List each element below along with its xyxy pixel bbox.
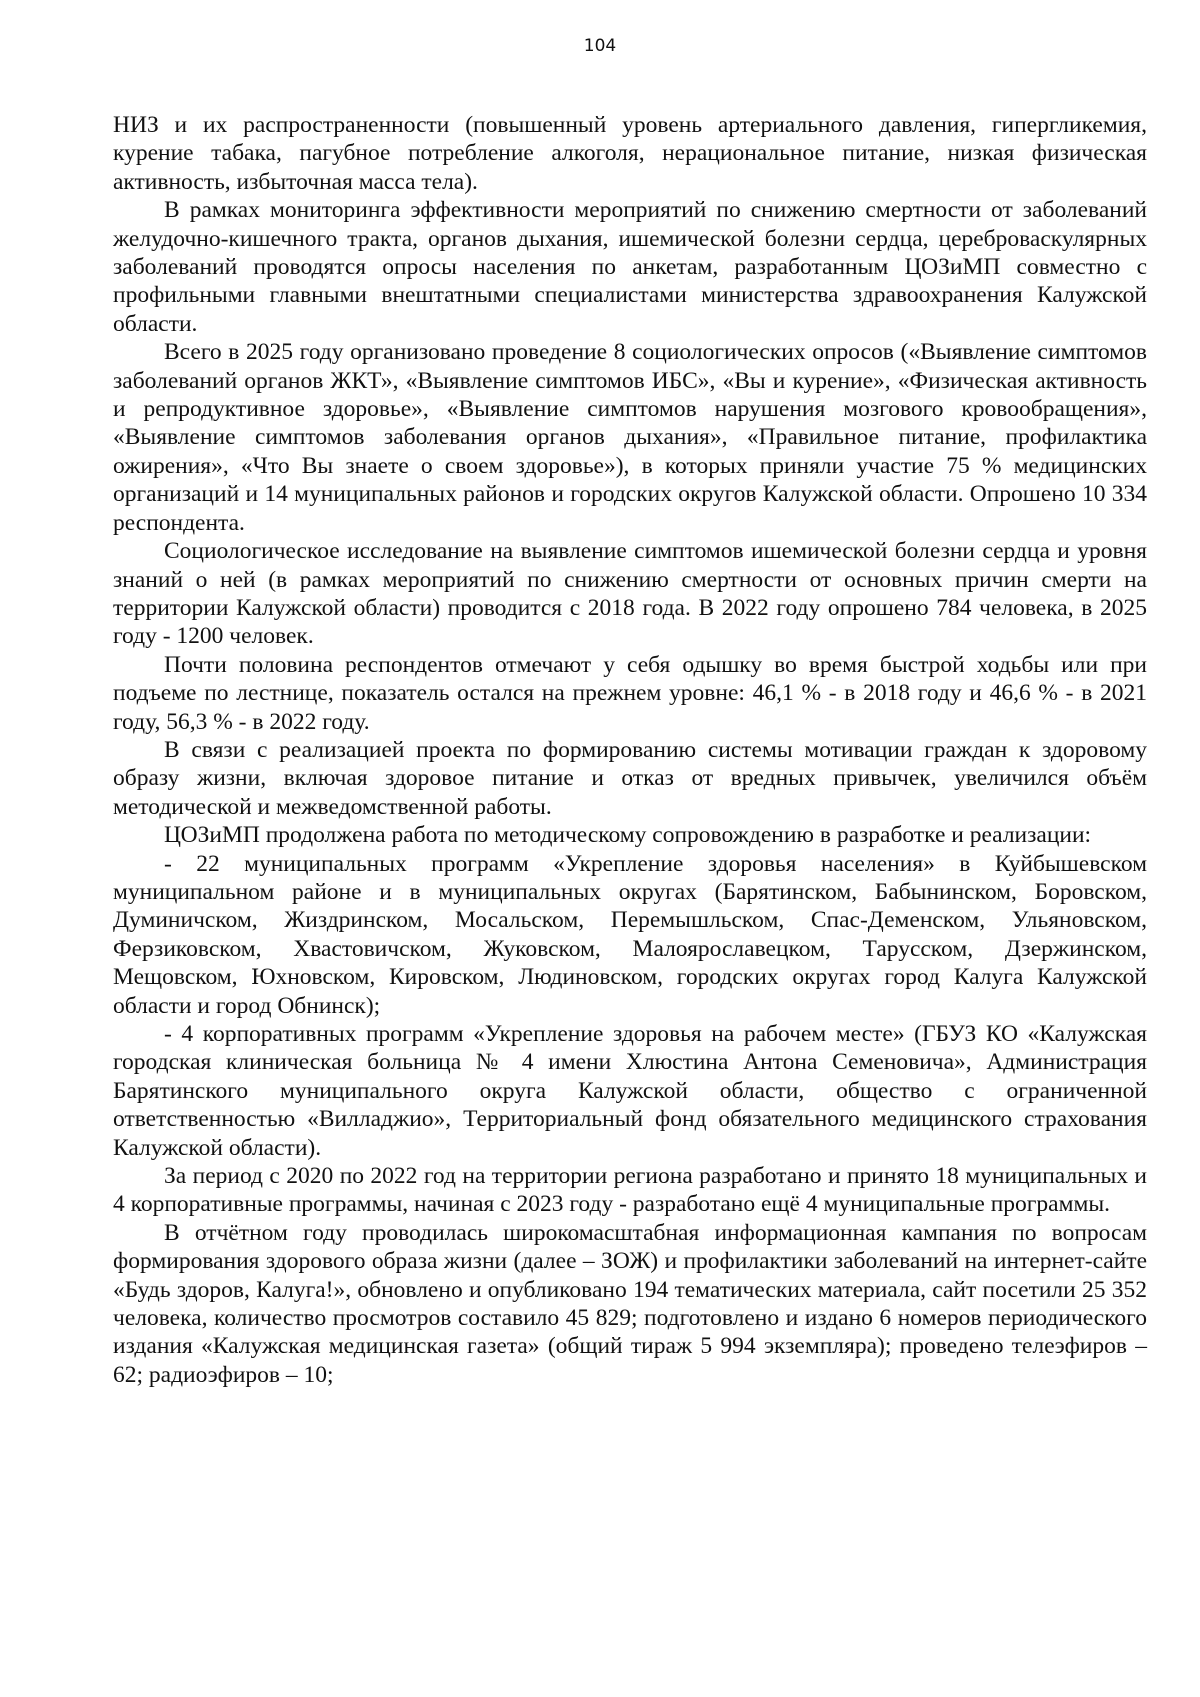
list-item-municipal-programs: - 22 муниципальных программ «Укрепление здоровья населения» в Куйбышевском муниципальном районе и в муниципальных округах (Барятинском, Бабынинском, Боровском, Думиничском, Жиздринском, Мосальском, Перемышльском, Спас-Деменском, Ульяновском, Ферзиковском, Хвастовичском, Жуковском, Малоярославецком, Тарусском, Дзержинском, Мещовском, Юхновском, Кировском, Людиновском, городских округах город Калуга Калужской области и город Обнинск); <box>113 850 1147 1019</box>
list-item-corporate-programs: - 4 корпоративных программ «Укрепление здоровья на рабочем месте» (ГБУЗ КО «Калужская городская клиническая больница № 4 имени Хлюстина Антона Семеновича», Администрация Барятинского муниципального округа Калужской области, общество с ограниченной ответственностью «Вилладжио», Территориальный фонд обязательного медицинского страхования Калужской области). <box>113 1021 1147 1161</box>
paragraph-methodical-support: ЦОЗиМП продолжена работа по методическому сопровождению в разработке и реализации: <box>164 822 1092 849</box>
paragraph-risk-factors: НИЗ и их распространенности (повышенный уровень артериального давления, гипергликемия, курение табака, пагубное потребление алкоголя, нерациональное питание, низкая физическая активность, избыточная масса тела). <box>113 112 1147 195</box>
paragraph-programs-period: За период с 2020 по 2022 год на территории региона разработано и принято 18 муниципальных и 4 корпоративные программы, начиная с 2023 году - разработано ещё 4 муниципальные программы. <box>113 1163 1147 1218</box>
document-body <box>113 111 1147 1389</box>
paragraph-dyspnea: Почти половина респондентов отмечают у себя одышку во время быстрой ходьбы или при подъеме по лестнице, показатель остался на прежнем уровне: 46,1 % - в 2018 году и 46,6 % - в 2021 году, 56,3 % - в 2022 году. <box>113 651 1147 735</box>
page-number: 104 <box>583 36 617 56</box>
paragraph-info-campaign: В отчётном году проводилась широкомасштабная информационная кампания по вопросам формирования здорового образа жизни (далее – ЗОЖ) и профилактики заболеваний на интернет-сайте «Будь здоров, Калуга!», обновлено и опубликовано 194 тематических материала, сайт посетили 25 352 человека, количество просмотров составило 45 829; подготовлено и издано 6 номеров периодического издания «Калужская медицинская газета» (общий тираж 5 994 экземпляра); проведено телеэфиров – 62; радиоэфиров – 10; <box>113 1219 1147 1388</box>
paragraph-ihd-study: Социологическое исследование на выявление симптомов ишемической болезни сердца и уровня знаний о ней (в рамках мероприятий по снижению смертности от основных причин смерти на территории Калужской области) проводится с 2018 года. В 2022 году опрошено 784 человека, в 2025 году - 1200 человек. <box>113 538 1147 650</box>
paragraph-monitoring: В рамках мониторинга эффективности мероприятий по снижению смертности от заболеваний желудочно-кишечного тракта, органов дыхания, ишемической болезни сердца, цереброваскулярных заболеваний проводятся опросы населения по анкетам, разработанным ЦОЗиМП совместно с профильными главными внештатными специалистами министерства здравоохранения Калужской области. <box>113 197 1147 337</box>
paragraph-motivation-project: В связи с реализацией проекта по формированию системы мотивации граждан к здоровому образу жизни, включая здоровое питание и отказ от вредных привычек, увеличился объём методической и межведомственной работы. <box>113 736 1147 820</box>
paragraph-surveys-2025: Всего в 2025 году организовано проведение 8 социологических опросов («Выявление симптомов заболеваний органов ЖКТ», «Выявление симптомов ИБС», «Вы и курение», «Физическая активность и репродуктивное здоровье», «Выявление симптомов нарушения мозгового кровообращения», «Выявление симптомов заболевания органов дыхания», «Правильное питание, профилактика ожирения», «Что Вы знаете о своем здоровье»), в которых приняли участие 75 % медицинских организаций и 14 муниципальных районов и городских округов Калужской области. Опрошено 10 334 респондента. <box>113 339 1147 536</box>
